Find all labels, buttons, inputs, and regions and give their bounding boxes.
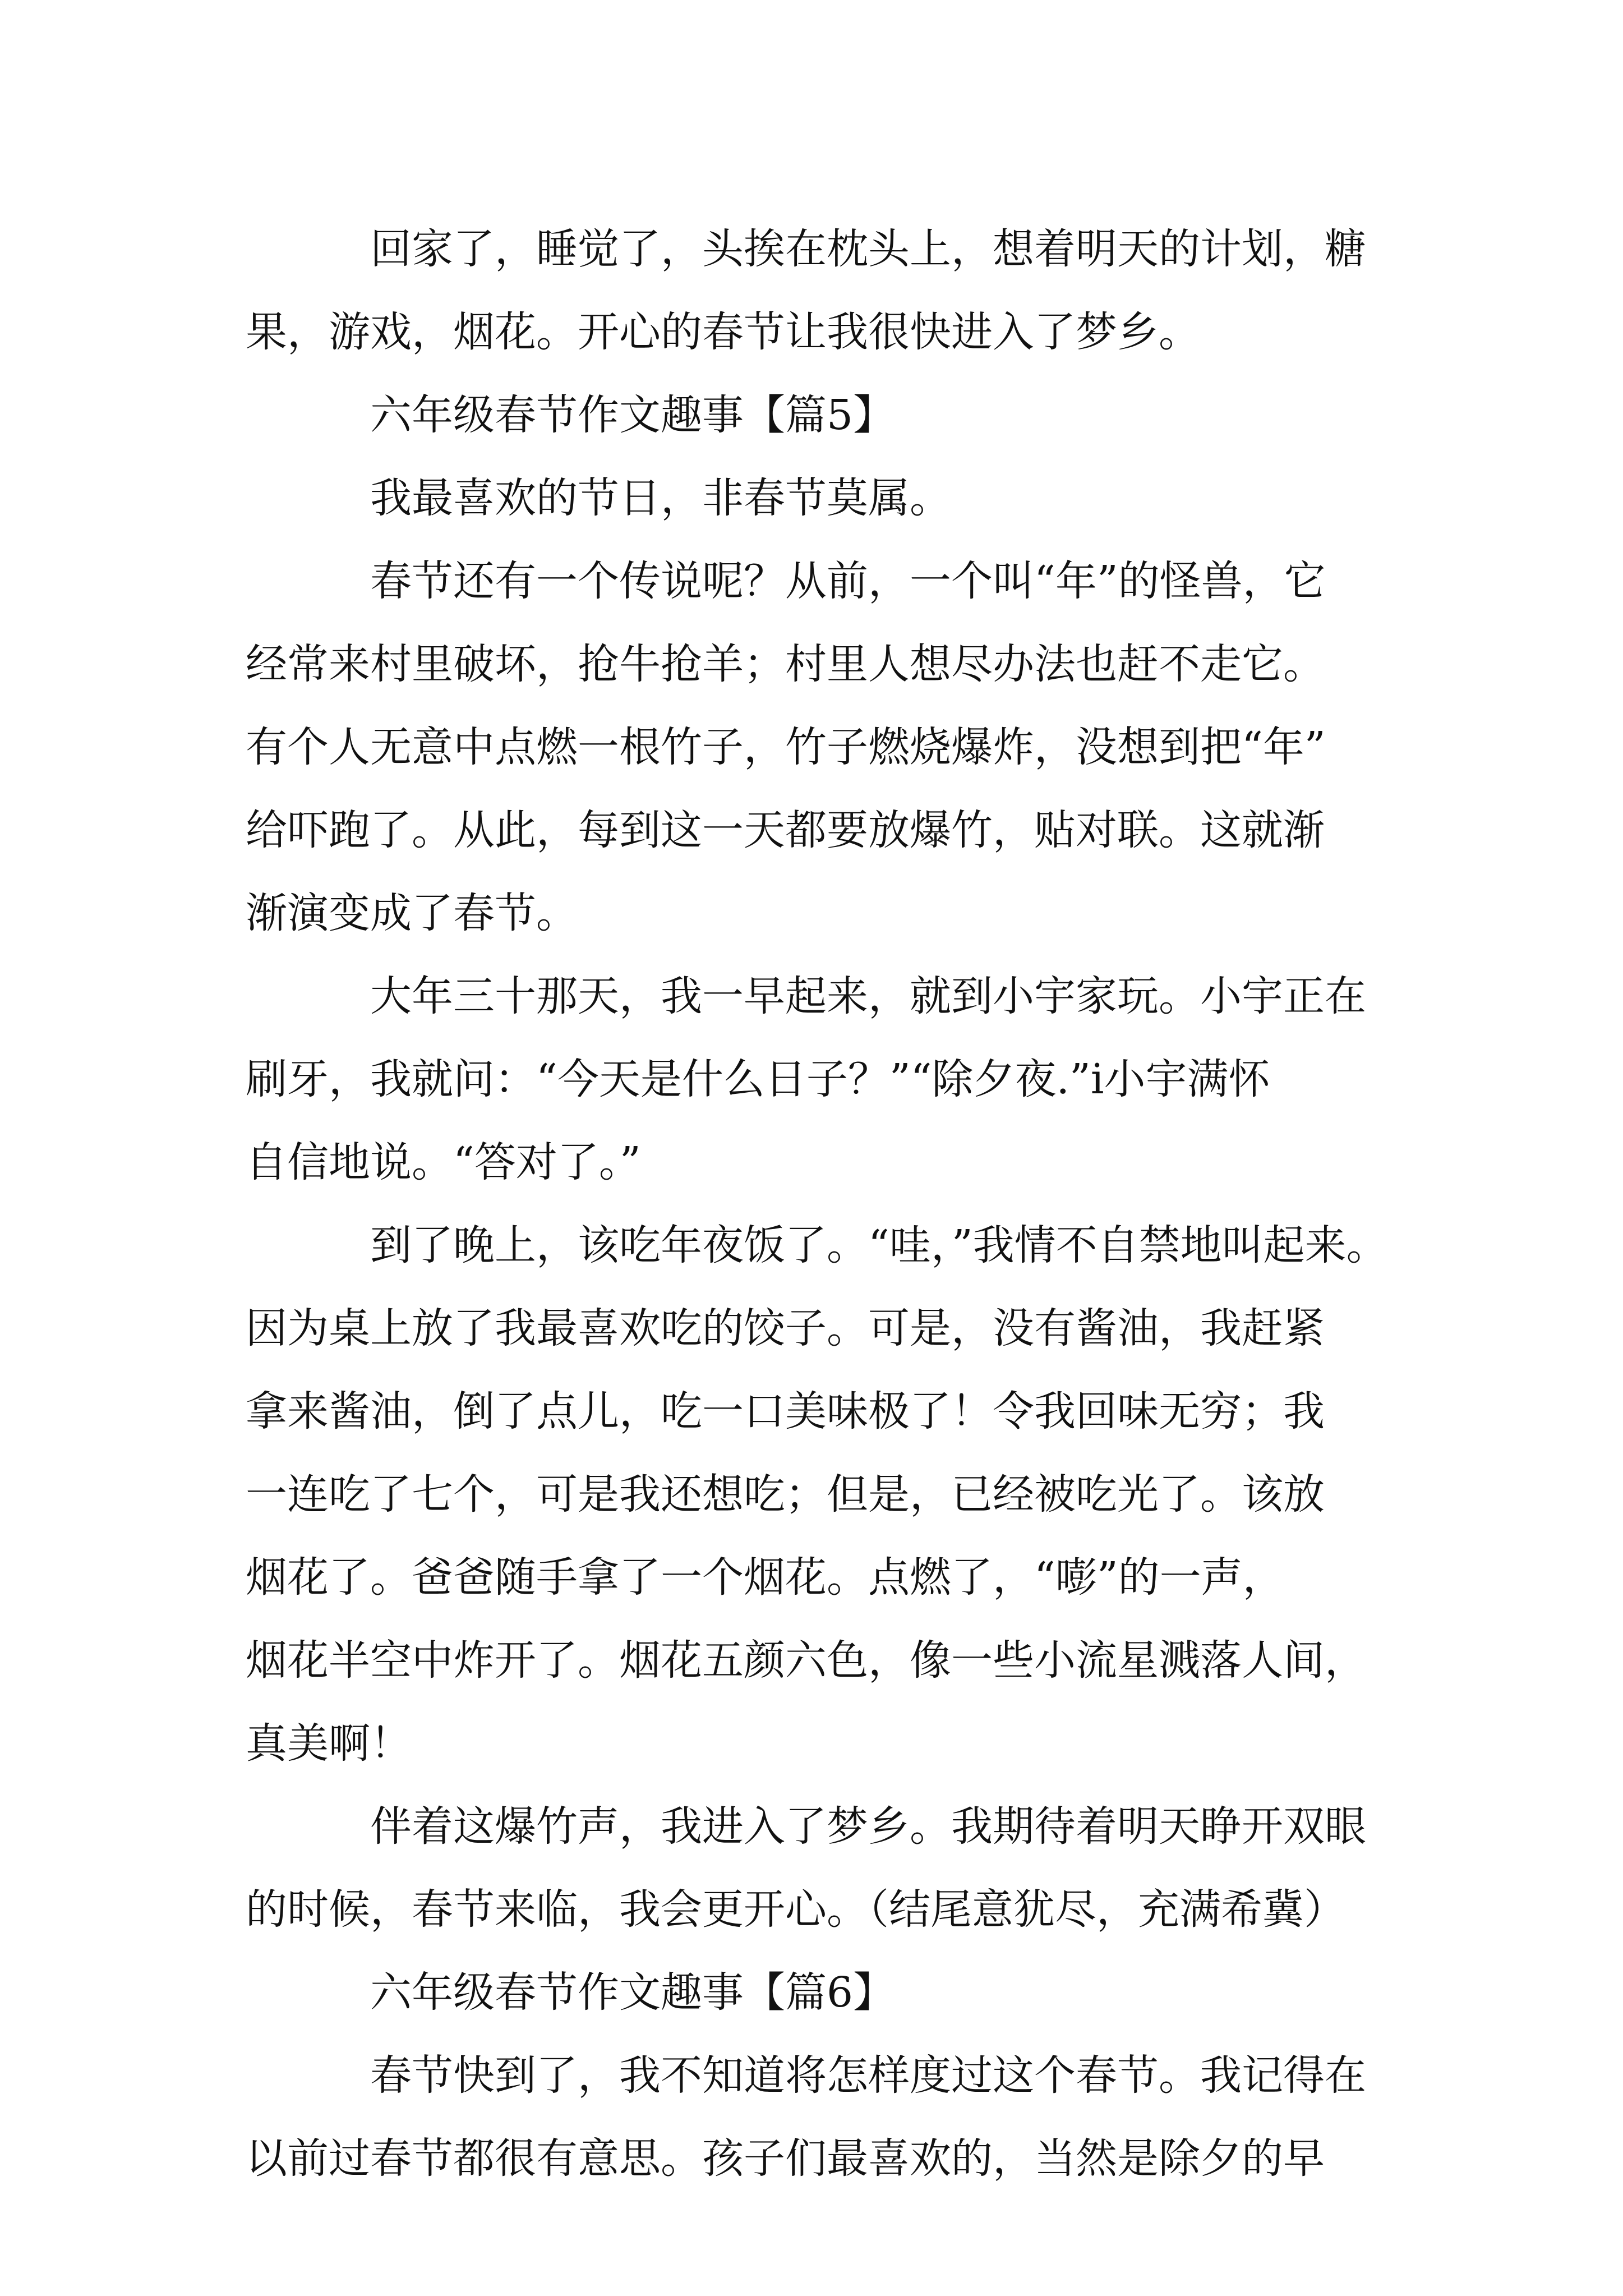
text-line: 渐演变成了春节。 bbox=[246, 889, 578, 937]
text-line: 我最喜欢的节日，非春节莫属。 bbox=[370, 474, 951, 522]
text-line: 烟花了。爸爸随手拿了一个烟花。点燃了，“嘭”的一声， bbox=[246, 1553, 1284, 1602]
text-line: 的时候，春节来临，我会更开心。（结尾意犹尽，充满希冀） bbox=[246, 1885, 1345, 1934]
text-line: 有个人无意中点燃一根竹子，竹子燃烧爆炸，没想到把“年” bbox=[246, 723, 1326, 771]
text-line: 真美啊！ bbox=[246, 1719, 412, 1768]
section-heading: 六年级春节作文趣事【篇6】 bbox=[370, 1968, 895, 2017]
text-line: 因为桌上放了我最喜欢吃的饺子。可是，没有酱油，我赶紧 bbox=[246, 1304, 1325, 1352]
text-line: 烟花半空中炸开了。烟花五颜六色，像一些小流星溅落人间， bbox=[246, 1636, 1366, 1685]
text-line: 回家了，睡觉了，头挨在枕头上，想着明天的计划，糖 bbox=[370, 225, 1366, 273]
text-line: 果，游戏，烟花。开心的春节让我很快进入了梦乡。 bbox=[246, 308, 1200, 356]
text-line: 到了晚上，该吃年夜饭了。“哇，”我情不自禁地叫起来。 bbox=[370, 1221, 1388, 1269]
section-heading: 六年级春节作文趣事【篇5】 bbox=[370, 391, 895, 439]
text-line: 伴着这爆竹声，我进入了梦乡。我期待着明天睁开双眼 bbox=[370, 1802, 1366, 1851]
text-line: 以前过春节都很有意思。孩子们最喜欢的，当然是除夕的早 bbox=[246, 2134, 1325, 2183]
text-line: 给吓跑了。从此，每到这一天都要放爆竹，贴对联。这就渐 bbox=[246, 806, 1325, 854]
text-line: 春节快到了，我不知道将怎样度过这个春节。我记得在 bbox=[370, 2051, 1366, 2100]
text-line: 拿来酱油，倒了点儿，吃一口美味极了！令我回味无穷；我 bbox=[246, 1387, 1325, 1435]
text-line: 经常来村里破坏，抢牛抢羊；村里人想尽办法也赶不走它。 bbox=[246, 640, 1325, 688]
text-line: 一连吃了七个，可是我还想吃；但是，已经被吃光了。该放 bbox=[246, 1470, 1325, 1519]
text-line: 春节还有一个传说呢？从前，一个叫“年”的怪兽，它 bbox=[370, 557, 1326, 605]
text-line: 刷牙，我就问：“今天是什么日子？”“除夕夜.”i小宇满怀 bbox=[246, 1055, 1270, 1103]
text-line: 自信地说。“答对了。” bbox=[246, 1138, 641, 1186]
text-line: 大年三十那天，我一早起来，就到小宇家玩。小宇正在 bbox=[370, 972, 1366, 1020]
document-text bbox=[246, 208, 1401, 2200]
